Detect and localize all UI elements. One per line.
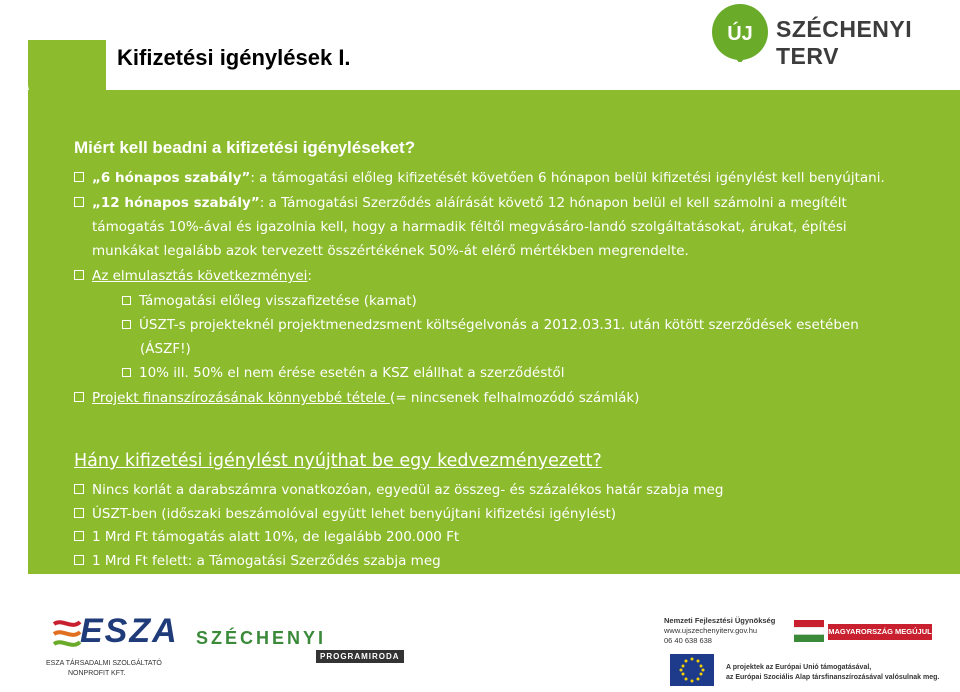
checkbox-bullet-icon [74, 484, 84, 494]
list-item-under-1mrd: 1 Mrd Ft támogatás alatt 10%, de legalább 200.000 Ft [74, 529, 459, 546]
programiroda-label: PROGRAMIRODA [316, 650, 404, 663]
list-item-uszt: ÚSZT-ben (időszaki beszámolóval együtt lehet benyújtani kifizetési igénylést) [74, 506, 616, 523]
checkbox-bullet-icon [74, 172, 84, 182]
eu-line1: A projektek az Európai Unió támogatásával, [726, 664, 872, 671]
subitem-ksz-withdraw: 10% ill. 50% el nem érése esetén a KSZ elállhat a szerződéstől [122, 365, 565, 382]
szechenyi-programiroda-logo [196, 628, 406, 664]
esza-logo [46, 610, 179, 688]
nfu-line1: Nemzeti Fejlesztési Ügynökség [664, 616, 776, 625]
list-item-financing: Projekt finanszírozásának könnyebbé tétele (= nincsenek felhalmozódó számlák) [74, 390, 639, 407]
subitem-advance-repayment: Támogatási előleg visszafizetése (kamat) [122, 293, 417, 310]
list-item-12-month-line3: munkákat legalább azok tervezett összértékének 50%-át elérő mértékben megrendelte. [92, 243, 689, 259]
list-item-consequences: Az elmulasztás következményei: [74, 268, 312, 285]
section2-heading: Hány kifizetési igénylést nyújthat be egy kedvezményezett? [74, 451, 602, 471]
checkbox-bullet-icon [122, 296, 131, 305]
brand-name: SZÉCHENYI TERV [776, 16, 913, 69]
svg-text:ÚJ: ÚJ [727, 23, 753, 45]
checkbox-bullet-icon [74, 555, 84, 565]
checkbox-bullet-icon [74, 531, 84, 541]
eu-line2: az Európai Szociális Alap társfinanszírozásával valósulnak meg. [726, 674, 940, 681]
esza-line2: NONPROFIT KFT. [68, 670, 126, 677]
nfu-eu-block [660, 612, 960, 692]
checkbox-bullet-icon [122, 368, 131, 377]
list-item-12-month: „12 hónapos szabály”: a Támogatási Szerződés aláírását követő 12 hónapon belül el kell számolni a megítélt [74, 195, 847, 212]
esza-line1: ESZA TÁRSADALMI SZOLGÁLTATÓ [46, 660, 162, 667]
szechenyi-name: SZÉCHENYI [196, 628, 327, 648]
page-title: Kifizetési igénylések I. [117, 45, 351, 70]
checkbox-bullet-icon [74, 508, 84, 518]
esza-name: ESZA [80, 612, 179, 650]
checkbox-bullet-icon [74, 197, 84, 207]
checkbox-bullet-icon [74, 270, 84, 280]
subitem-uszt-cost-line2: (ÁSZF!) [140, 341, 191, 357]
nfu-line3: 06 40 638 638 [664, 636, 712, 645]
eu-flag-icon [670, 654, 714, 686]
list-item-no-limit: Nincs korlát a darabszámra vonatkozóan, egyedül az összeg- és százalékos határ szabja meg [74, 482, 723, 499]
list-item-6-month: „6 hónapos szabály”: a támogatási előleg kifizetését követően 6 hónapon belül kifizetési igénylést kell benyújtani. [74, 170, 885, 187]
uj-logo-icon [710, 2, 770, 62]
subitem-uszt-cost: ÚSZT-s projekteknél projektmenedzsment költségelvonás a 2012.03.31. után kötött szerződések esetében [122, 317, 859, 334]
nfu-line2: www.ujszechenyiterv.gov.hu [664, 626, 758, 635]
uj-szechenyi-terv-logo [710, 2, 950, 76]
section1-heading: Miért kell beadni a kifizetési igényléseket? [74, 138, 416, 157]
checkbox-bullet-icon [74, 392, 84, 402]
list-item-over-1mrd: 1 Mrd Ft felett: a Támogatási Szerződés szabja meg [74, 553, 441, 570]
magyarorszag-megujul-badge: MAGYARORSZÁG MEGÚJUL [828, 624, 932, 640]
list-item-12-month-line2: támogatás 10%-ával és igazolnia kell, hogy a harmadik féltől megvásáro-landó szolgáltatásokat, árukat, építési [92, 219, 847, 235]
esza-wave-icon [50, 614, 84, 654]
checkbox-bullet-icon [122, 320, 131, 329]
hungarian-flag-icon [794, 620, 824, 642]
